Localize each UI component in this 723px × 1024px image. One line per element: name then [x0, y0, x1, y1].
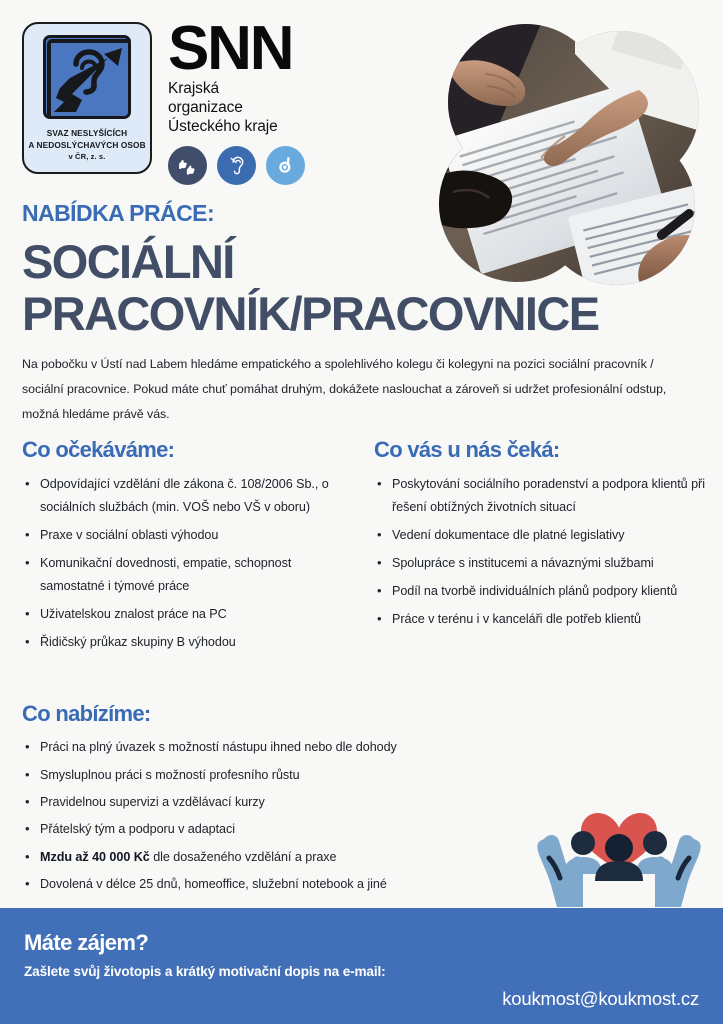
list-item: • Poskytování sociálního poradenství a podpora klientů při řešení obtížných životních situací [374, 473, 705, 519]
awaits-list [374, 473, 705, 630]
brand-icon-row [168, 146, 305, 185]
list-item: • Podíl na tvorbě individuálních plánů podpory klientů [374, 580, 705, 603]
deaf-ear-symbol-icon [43, 35, 131, 119]
intro-paragraph: Na pobočku v Ústí nad Labem hledáme empatického a spolehlivého kolegu či kolegyni na pozici sociální pracovník / sociální pracovnice. Pokud máte chuť pomáhat druhým, dokážete naslouchat a zároveň si udržet profesionální odstup, možná hledáme právě vás. [22, 357, 667, 421]
brand-subtitle-line-3: Ústeckého kraje [168, 117, 278, 135]
list-item: • Uživatelskou znalost práce na PC [22, 603, 352, 626]
headline-block [22, 202, 705, 339]
ear-hearing-icon [217, 146, 256, 185]
expectations-list [22, 473, 352, 653]
header [22, 14, 305, 185]
offer-text-1: Smysluplnou práci s možností profesního růstu [40, 767, 300, 782]
list-item: • Práce v terénu i v kanceláři dle potřeb klientů [374, 608, 705, 631]
list-item: • Vedení dokumentace dle platné legislativy [374, 524, 705, 547]
list-item: • Řidičský průkaz skupiny B výhodou [22, 631, 352, 654]
list-item [22, 874, 552, 895]
section-offer [22, 702, 552, 902]
offer-list [22, 737, 552, 895]
section-heading-expect: Co očekáváme: [22, 437, 175, 462]
offer-text-5: Dovolená v délce 25 dnů, homeoffice, služební notebook a jiné [40, 877, 387, 892]
brand-name: SNN [168, 14, 293, 83]
badge-text [28, 128, 145, 162]
brand-subtitle-line-1: Krajská [168, 79, 219, 97]
badge-line-3: v ČR, z. s. [68, 151, 106, 161]
job-title-line-1: SOCIÁLNÍ [22, 235, 234, 288]
snn-logo-badge [22, 22, 152, 174]
offer-text-3: Přátelský tým a podporu v adaptaci [40, 822, 236, 837]
section-heading-offer: Co nabízíme: [22, 701, 151, 726]
job-title-line-2: PRACOVNÍK/PRACOVNICE [22, 287, 599, 341]
list-item [22, 792, 552, 813]
footer-title: Máte zájem? [24, 930, 149, 955]
badge-line-1: SVAZ NESLYŠÍCÍCH [46, 128, 128, 138]
list-item: • Spolupráce s institucemi a návaznými službami [374, 552, 705, 575]
list-item: • Odpovídající vzdělání dle zákona č. 108/2006 Sb., o sociálních službách (min. VOŠ nebo VŠ v oboru) [22, 473, 352, 519]
brand-block [168, 14, 305, 185]
list-item [22, 765, 552, 786]
kicker-label: NABÍDKA PRÁCE: [22, 200, 215, 226]
list-item [22, 737, 552, 758]
offer-text-2: Pravidelnou supervizi a vzdělávací kurzy [40, 795, 265, 809]
thumbs-up-hands-icon [168, 146, 207, 185]
list-item: • Komunikační dovednosti, empatie, schopnost samostatné i týmové práce [22, 552, 352, 598]
brand-subtitle-line-2: organizace [168, 98, 243, 116]
list-item [22, 819, 552, 840]
offer-bold-4: Mzdu až 40 000 Kč [40, 849, 150, 864]
footer-contact-band [0, 908, 723, 1024]
section-heading-await: Co vás u nás čeká: [374, 437, 560, 462]
column-what-awaits [374, 438, 705, 659]
badge-line-2: A NEDOSLÝCHAVÝCH OSOB [28, 139, 146, 150]
hands-holding-people-heart-icon [526, 782, 712, 924]
offer-text-4: dle dosaženého vzdělání a praxe [149, 849, 337, 864]
contact-email[interactable]: koukmost@koukmost.cz [502, 988, 699, 1009]
offer-text-0: Práci na plný úvazek s možností nástupu ihned nebo dle dohody [40, 740, 397, 755]
list-item [22, 847, 552, 868]
list-item: • Praxe v sociální oblasti výhodou [22, 524, 352, 547]
footer-instruction: Zašlete svůj životopis a krátký motivační dopis na e-mail: [24, 964, 386, 979]
column-expectations [22, 438, 352, 659]
requirements-columns [22, 438, 705, 659]
sign-language-hand-icon [266, 146, 305, 185]
brand-subtitle [168, 80, 305, 137]
